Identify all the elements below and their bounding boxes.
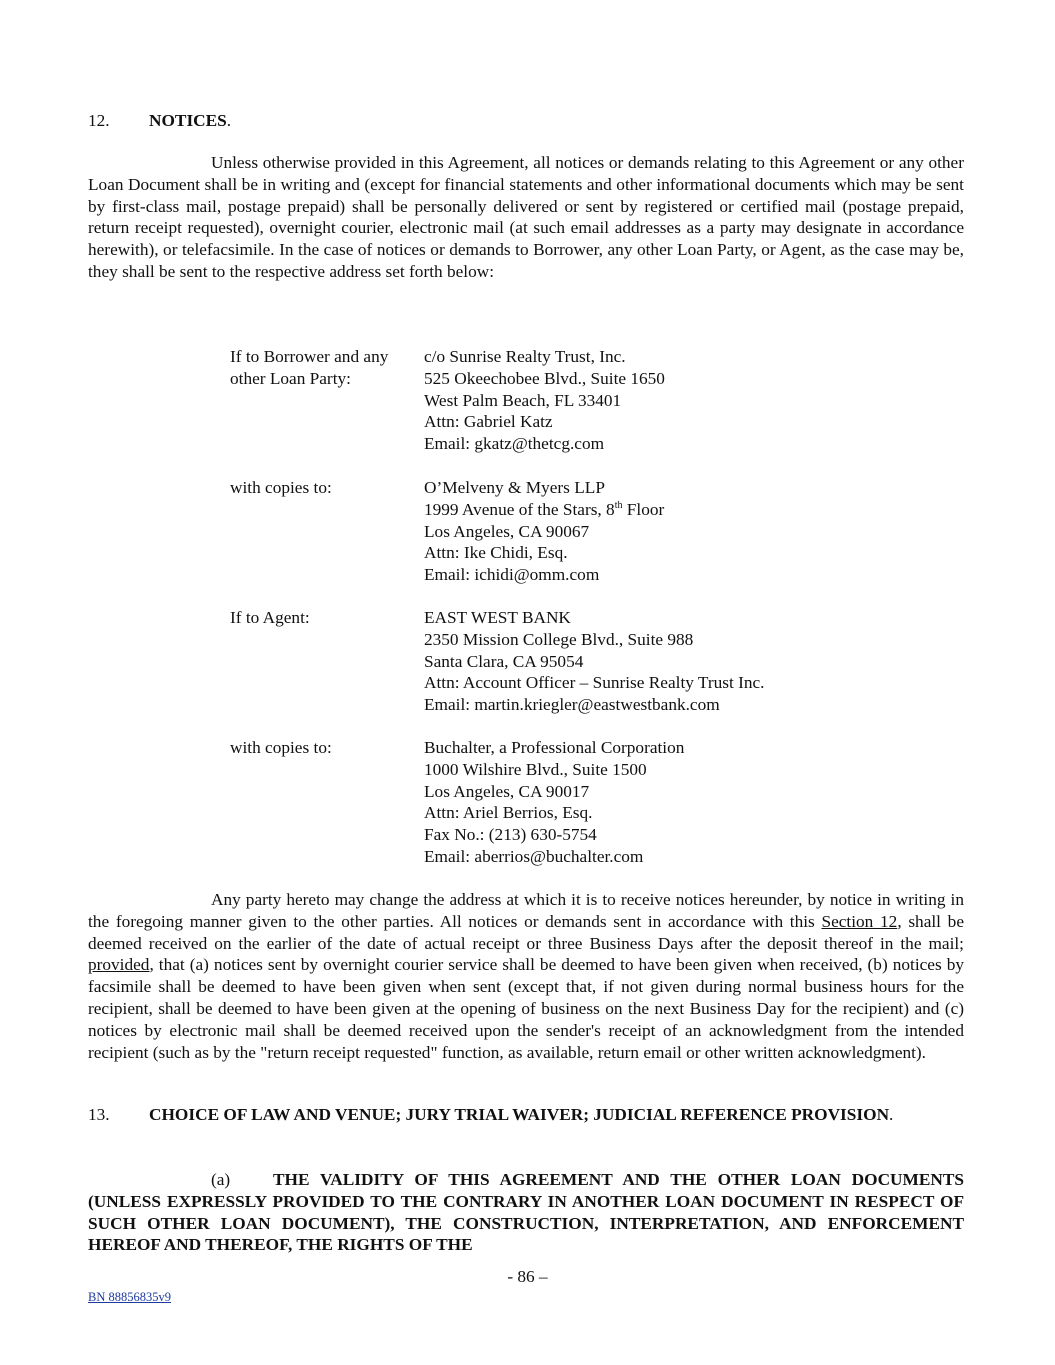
page-number: - 86 –	[507, 1267, 548, 1286]
section-12-title: NOTICES.	[149, 111, 232, 130]
address-label-agent: If to Agent:	[230, 608, 310, 627]
section-12-intro: Unless otherwise provided in this Agreement, all notices or demands relating to this Agreement or any other Loan Document shall be in writing and (except for financial statements and other informational documents which may be sent by first-class mail, postage prepaid) shall be personally delivered or sent by registered or certified mail (postage prepaid, return receipt requested), overnight courier, electronic mail (at such email addresses as a party may designate in accordance herewith), or telefacsimile. In the case of notices or demands to Borrower, any other Loan Party, or Agent, as the case may be, they shall be sent to the respective address set forth below:	[88, 153, 964, 281]
address-label-borrower: If to Borrower and any other Loan Party:	[230, 347, 389, 388]
section-12-reference: Section 12	[821, 911, 898, 931]
address-agent-copies: Buchalter, a Professional Corporation 1000 Wilshire Blvd., Suite 1500 Los Angeles, CA 90017 Attn: Ariel Berrios, Esq. Fax No.: (213) 630-5754 Email: aberrios@buchalter.com	[424, 738, 685, 866]
section-12-closing: Any party hereto may change the address at which it is to receive notices hereunder, by notice in writing in the foregoing manner given to the other parties. All notices or demands sent in accordance with this Section 12, shall be deemed received on the earlier of the date of actual receipt or three Business Days after the deposit thereof in the mail; provided, that (a) notices sent by overnight courier service shall be deemed to have been given when received, (b) notices by facsimile shall be deemed to have been given when sent (except that, if not given during normal business hours for the recipient, shall be deemed to have been given at the opening of business on the next Business Day for the recipient) and (c) notices by electronic mail shall be deemed received upon the sender's receipt of an acknowledgment from the intended recipient (such as by the "return receipt requested" function, as available, return email or other written acknowledgment).	[88, 890, 964, 1062]
section-13-a-label: (a)	[211, 1170, 231, 1189]
section-13-number: 13.	[88, 1105, 110, 1124]
provided-term: provided	[88, 955, 150, 975]
section-12-number: 12.	[88, 111, 110, 130]
section-13-title: CHOICE OF LAW AND VENUE; JURY TRIAL WAIVER; JUDICIAL REFERENCE PROVISION.	[149, 1105, 894, 1124]
section-13-a: (a) THE VALIDITY OF THIS AGREEMENT AND THE OTHER LOAN DOCUMENTS (UNLESS EXPRESSLY PROVIDED TO THE CONTRARY IN ANOTHER LOAN DOCUMENT IN RESPECT OF SUCH OTHER LOAN DOCUMENT), THE CONSTRUCTION, INTERPRETATION, AND ENFORCEMENT HEREOF AND THEREOF, THE RIGHTS OF THE	[88, 1170, 964, 1255]
address-agent: EAST WEST BANK 2350 Mission College Blvd., Suite 988 Santa Clara, CA 95054 Attn: Account Officer – Sunrise Realty Trust Inc. Email: martin.kriegler@eastwestbank.com	[424, 608, 765, 715]
document-id: BN 88856835v9	[88, 1290, 171, 1304]
address-label-borrower-copies: with copies to:	[230, 478, 332, 497]
address-borrower: c/o Sunrise Realty Trust, Inc. 525 Okeechobee Blvd., Suite 1650 West Palm Beach, FL 33401 Attn: Gabriel Katz Email: gkatz@thetcg.com	[424, 347, 665, 454]
address-borrower-copies: O’Melveny & Myers LLP 1999 Avenue of the Stars, 8th Floor Los Angeles, CA 90067 Attn: Ike Chidi, Esq. Email: ichidi@omm.com	[424, 478, 665, 585]
address-label-agent-copies: with copies to:	[230, 738, 332, 757]
